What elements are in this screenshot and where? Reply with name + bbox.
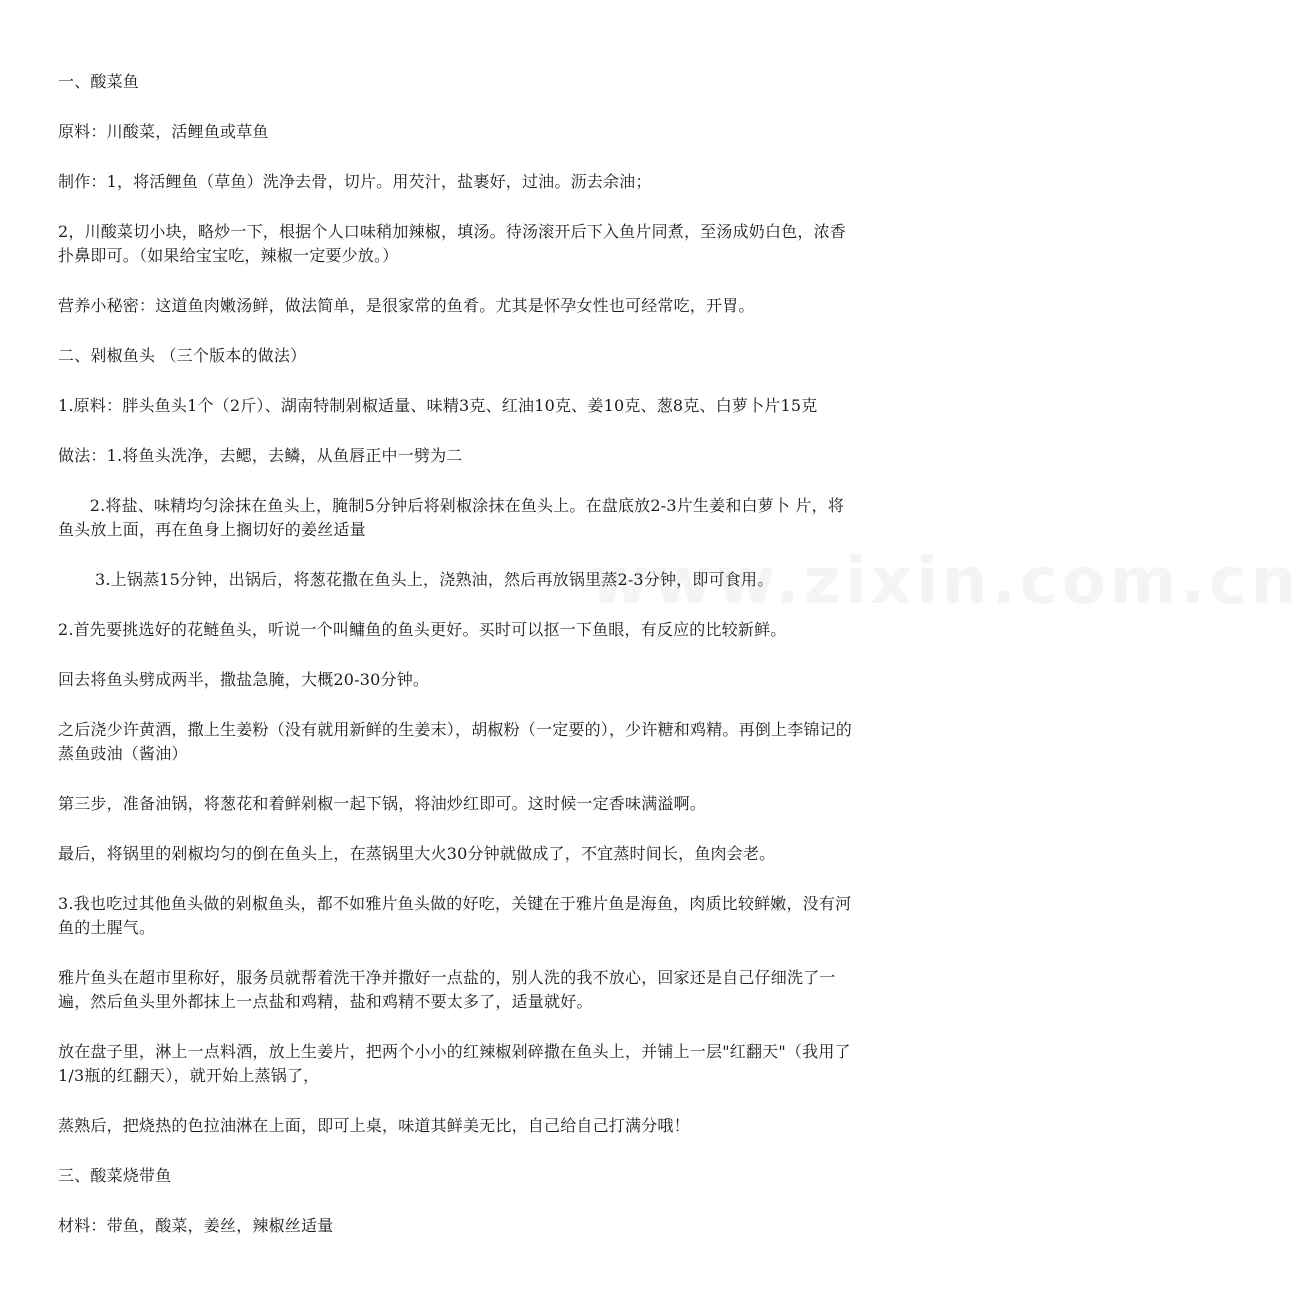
version-paragraph: 最后，将锅里的剁椒均匀的倒在鱼头上，在蒸锅里大火30分钟就做成了，不宜蒸时间长，鱼肉会老。 xyxy=(58,844,776,863)
section-heading-suancaiyu: 一、酸菜鱼 xyxy=(58,72,140,91)
version-paragraph: 之后浇少许黄酒，撒上生姜粉（没有就用新鲜的生姜末），胡椒粉（一定要的），少许糖和鸡精。再倒上李锦记的蒸鱼豉油（酱油） xyxy=(58,720,853,763)
method-step: 3.上锅蒸15分钟，出锅后，将葱花撒在鱼头上，浇熟油，然后再放锅里蒸2-3分钟，即可食用。 xyxy=(58,570,774,589)
method-step: 2，川酸菜切小块，略炒一下，根据个人口味稍加辣椒，填汤。待汤滚开后下入鱼片同煮，至汤成奶白色，浓香扑鼻即可。（如果给宝宝吃，辣椒一定要少放。） xyxy=(58,222,846,265)
section-heading-suancai-daiyu: 三、酸菜烧带鱼 xyxy=(58,1166,172,1185)
method-step: 做法：1.将鱼头洗净，去鳃，去鳞，从鱼唇正中一劈为二 xyxy=(58,446,463,465)
document-body xyxy=(58,70,858,1264)
version-paragraph: 雅片鱼头在超市里称好，服务员就帮着洗干净并撒好一点盐的，别人洗的我不放心，回家还是自己仔细洗了一遍，然后鱼头里外都抹上一点盐和鸡精，盐和鸡精不要太多了，适量就好。 xyxy=(58,968,836,1011)
section-heading-duojiao-yutou: 二、剁椒鱼头 （三个版本的做法） xyxy=(58,346,307,365)
version-paragraph: 第三步，准备油锅，将葱花和着鲜剁椒一起下锅，将油炒红即可。这时候一定香味满溢啊。 xyxy=(58,794,707,813)
version-paragraph: 放在盘子里，淋上一点料酒，放上生姜片，把两个小小的红辣椒剁碎撒在鱼头上，并铺上一层"红翻天"（我用了1/3瓶的红翻天），就开始上蒸锅了， xyxy=(58,1042,851,1085)
version-paragraph: 回去将鱼头劈成两半，撒盐急腌，大概20-30分钟。 xyxy=(58,670,430,689)
ingredients-line: 1.原料：胖头鱼头1个（2斤）、湖南特制剁椒适量、味精3克、红油10克、姜10克、葱8克、白萝卜片15克 xyxy=(58,396,818,415)
method-step: 制作：1，将活鲤鱼（草鱼）洗净去骨，切片。用芡汁，盐裹好，过油。沥去余油； xyxy=(58,172,652,191)
version-paragraph: 3.我也吃过其他鱼头做的剁椒鱼头，都不如雅片鱼头做的好吃，关键在于雅片鱼是海鱼，肉质比较鲜嫩，没有河鱼的土腥气。 xyxy=(58,894,852,937)
version-paragraph: 2.首先要挑选好的花鲢鱼头，听说一个叫鳙鱼的鱼头更好。买时可以抠一下鱼眼，有反应的比较新鲜。 xyxy=(58,620,787,639)
ingredients-line: 材料：带鱼，酸菜，姜丝，辣椒丝适量 xyxy=(58,1216,334,1235)
method-step: 2.将盐、味精均匀涂抹在鱼头上，腌制5分钟后将剁椒涂抹在鱼头上。在盘底放2-3片生姜和白萝卜 片，将鱼头放上面，再在鱼身上搁切好的姜丝适量 xyxy=(58,496,845,539)
watermark: www.zixin.com.cn xyxy=(590,545,1300,619)
nutrition-note: 营养小秘密：这道鱼肉嫩汤鲜，做法简单，是很家常的鱼肴。尤其是怀孕女性也可经常吃，开胃。 xyxy=(58,296,755,315)
ingredients-line: 原料：川酸菜，活鲤鱼或草鱼 xyxy=(58,122,269,141)
version-paragraph: 蒸熟后，把烧热的色拉油淋在上面，即可上桌，味道其鲜美无比，自己给自己打满分哦！ xyxy=(58,1116,690,1135)
